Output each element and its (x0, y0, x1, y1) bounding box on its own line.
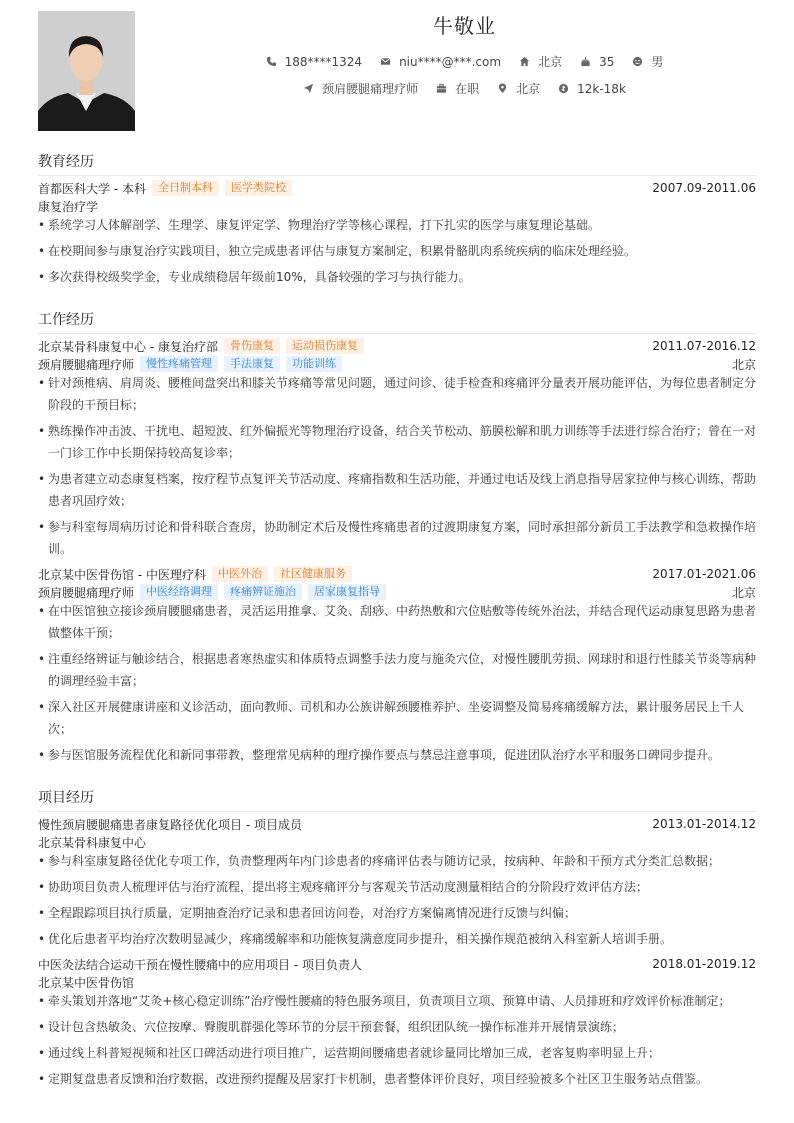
list-item: • 参与科室每周病历讨论和骨科联合查房，协助制定术后及慢性疼痛患者的过渡期康复方案，同时承担部分新员工手法教学和急救操作培训。 (38, 516, 756, 560)
education-major-row (38, 197, 756, 215)
job-date: 2017.01-2021.06 (652, 567, 756, 581)
role-tag: 居家康复指导 (308, 584, 386, 600)
project-head-row (38, 955, 756, 973)
target-position-item: 颈肩腰腿痛理疗师 (303, 80, 418, 97)
list-item: • 协助项目负责人梳理评估与治疗流程，提出将主观疼痛评分与客观关节活动度测量相结合的分阶段疗效评估方法； (38, 876, 756, 898)
job-role-row (38, 355, 756, 373)
job-date: 2011.07-2016.12 (652, 339, 756, 353)
project-date: 2018.01-2019.12 (652, 957, 756, 971)
job-bullets (38, 372, 756, 564)
list-item: • 优化后患者平均治疗次数明显减少，疼痛缓解率和功能恢复满意度同步提升，相关操作规范被纳入科室新人培训手册。 (38, 928, 756, 950)
mail-icon (380, 56, 391, 67)
list-item: • 在校期间参与康复治疗实践项目，独立完成患者评估与康复方案制定，积累骨骼肌肉系统疾病的临床处理经验。 (38, 240, 756, 262)
project-org: 北京某骨科康复中心 (38, 835, 147, 850)
list-item: • 参与科室康复路径优化专项工作，负责整理两年内门诊患者的疼痛评估表与随访记录，按病种、年龄和干预方式分类汇总数据； (38, 850, 756, 872)
role-tag: 疼痛辨证施治 (224, 584, 302, 600)
list-item: • 全程跟踪项目执行质量，定期抽查治疗记录和患者回访问卷，对治疗方案偏离情况进行反馈与纠偏； (38, 902, 756, 924)
job-intent-row (135, 80, 794, 97)
job-city: 北京 (731, 585, 756, 600)
list-item: • 通过线上科普短视频和社区口碑活动进行项目推广，运营期间腰痛患者就诊量同比增加三成，老客复购率明显上升； (38, 1042, 756, 1064)
cake-icon (580, 56, 591, 67)
list-item: • 注重经络辨证与触诊结合，根据患者寒热虚实和体质特点调整手法力度与施灸穴位，对慢性腰肌劳损、网球肘和退行性膝关节炎等病种的调理经验丰富； (38, 648, 756, 692)
role-tag: 功能训练 (286, 356, 342, 372)
major: 康复治疗学 (38, 199, 99, 214)
role-tag: 手法康复 (224, 356, 280, 372)
school-name: 首都医科大学 - 本科 (38, 181, 146, 196)
project-org-row (38, 833, 756, 851)
list-item: • 系统学习人体解剖学、生理学、康复评定学、物理治疗学等核心课程，打下扎实的医学与康复理论基础。 (38, 214, 756, 236)
job-role: 颈肩腰腿痛理疗师 (38, 357, 135, 372)
target-city-item: 北京 (497, 80, 540, 97)
list-item: • 参与医馆服务流程优化和新同事带教，整理常见病种的理疗操作要点与禁忌注意事项，促进团队治疗水平和服务口碑同步提升。 (38, 744, 756, 766)
age-item: 35 (580, 53, 614, 70)
list-item: • 设计包含热敏灸、穴位按摩、臀腹肌群强化等环节的分层干预套餐，组织团队统一操作标准并开展情景演练； (38, 1016, 756, 1038)
avatar (38, 11, 135, 131)
role-tag: 慢性疼痛管理 (140, 356, 218, 372)
project-org-row (38, 973, 756, 991)
education-tag: 医学类院校 (225, 180, 292, 196)
list-item: • 牵头策划并落地“艾灸+核心稳定训练”治疗慢性腰痛的特色服务项目，负责项目立项、预算申请、人员排班和疗效评价标准制定； (38, 990, 756, 1012)
job-role-row (38, 583, 756, 601)
candidate-name: 牛敬业 (433, 14, 496, 38)
list-item: • 在中医馆独立接诊颈肩腰腿痛患者，灵活运用推拿、艾灸、刮痧、中药热敷和穴位贴敷等传统外治法，并结合现代运动康复思路为患者做整体干预； (38, 600, 756, 644)
home-icon (519, 56, 530, 67)
list-item: • 熟练操作冲击波、干扰电、超短波、红外偏振光等物理治疗设备，结合关节松动、筋膜松解和肌力训练等手法进行综合治疗；曾在一对一门诊工作中长期保持较高复诊率； (38, 420, 756, 464)
gender-icon (632, 56, 643, 67)
project-name: 慢性颈肩腰腿痛患者康复路径优化项目 - 项目成员 (38, 817, 302, 832)
list-item: • 为患者建立动态康复档案，按疗程节点复评关节活动度、疼痛指数和生活功能，并通过电话及线上消息指导居家拉伸与核心训练，帮助患者巩固疗效； (38, 468, 756, 512)
job-company-row (38, 337, 756, 355)
company-tag: 社区健康服务 (274, 566, 352, 582)
education-tag: 全日制本科 (152, 180, 219, 196)
location-pin-icon (497, 83, 508, 94)
money-icon (558, 83, 569, 94)
briefcase-icon (436, 83, 447, 94)
job-city: 北京 (731, 357, 756, 372)
project-date: 2013.01-2014.12 (652, 817, 756, 831)
project-name: 中医灸法结合运动干预在慢性腰痛中的应用项目 - 项目负责人 (38, 957, 362, 972)
education-bullets (38, 214, 756, 292)
phone-icon (266, 56, 277, 67)
job-company-row (38, 565, 756, 583)
project-bullets (38, 990, 756, 1094)
project-bullets (38, 850, 756, 954)
work-section-title: 工作经历 (38, 309, 756, 334)
residence-item: 北京 (519, 53, 562, 70)
company-name: 北京某骨科康复中心 - 康复治疗部 (38, 339, 218, 354)
projects-section-title: 项目经历 (38, 787, 756, 812)
job-bullets (38, 600, 756, 770)
education-date: 2007.09-2011.06 (652, 181, 756, 195)
company-name: 北京某中医骨伤馆 - 中医理疗科 (38, 567, 206, 582)
phone-item: 188****1324 (266, 53, 362, 70)
company-tag: 骨伤康复 (224, 338, 280, 354)
role-tag: 中医经络调理 (140, 584, 218, 600)
gender-item: 男 (632, 53, 663, 70)
education-entry-head (38, 179, 756, 197)
send-icon (303, 83, 314, 94)
list-item: • 针对颈椎病、肩周炎、腰椎间盘突出和膝关节疼痛等常见问题，通过问诊、徒手检查和疼痛评分量表开展功能评估，为每位患者制定分阶段的干预目标； (38, 372, 756, 416)
list-item: • 深入社区开展健康讲座和义诊活动，面向教师、司机和办公族讲解颈腰椎养护、坐姿调整及简易疼痛缓解方法，累计服务居民上千人次； (38, 696, 756, 740)
company-tag: 中医外治 (212, 566, 268, 582)
email-item: niu****@***.com (380, 53, 501, 70)
project-org: 北京某中医骨伤馆 (38, 975, 135, 990)
education-section-title: 教育经历 (38, 151, 756, 176)
job-role: 颈肩腰腿痛理疗师 (38, 585, 135, 600)
project-head-row (38, 815, 756, 833)
list-item: • 定期复盘患者反馈和治疗数据，改进预约提醒及居家打卡机制，患者整体评价良好，项目经验被多个社区卫生服务站点借鉴。 (38, 1068, 756, 1090)
list-item: • 多次获得校级奖学金，专业成绩稳居年级前10%，具备较强的学习与执行能力。 (38, 266, 756, 288)
expected-salary-item: 12k-18k (558, 80, 626, 97)
contact-row (135, 53, 794, 70)
employment-status-item: 在职 (436, 80, 479, 97)
company-tag: 运动损伤康复 (286, 338, 364, 354)
